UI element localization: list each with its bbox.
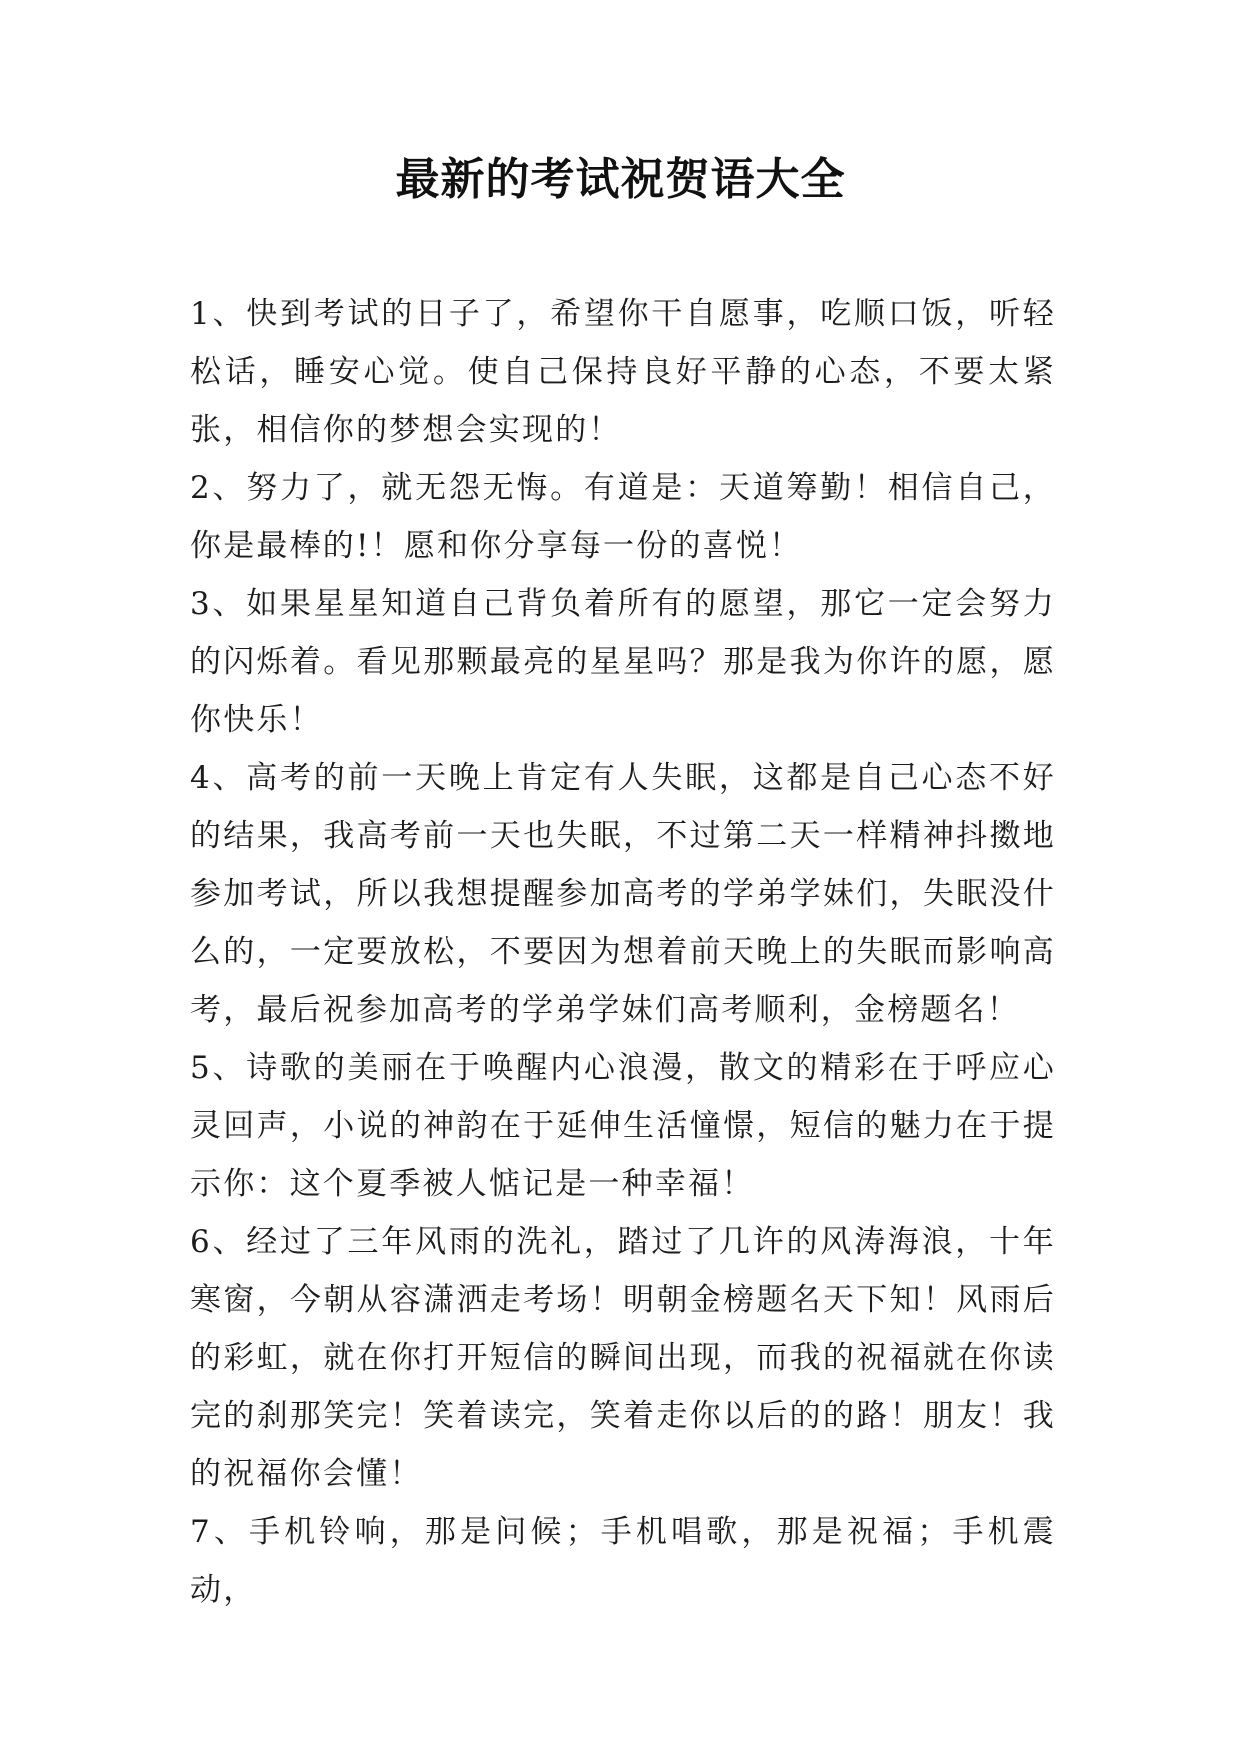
paragraph-5: 5、诗歌的美丽在于唤醒内心浪漫，散文的精彩在于呼应心灵回声，小说的神韵在于延伸生活憧憬，短信的魅力在于提示你：这个夏季被人惦记是一种幸福！ <box>190 1050 1056 1202</box>
paragraph-1: 1、快到考试的日子了，希望你干自愿事，吃顺口饭，听轻松话，睡安心觉。使自己保持良好平静的心态，不要太紧张，相信你的梦想会实现的！ <box>190 296 1056 448</box>
paragraph-4: 4、高考的前一天晚上肯定有人失眠，这都是自己心态不好的结果，我高考前一天也失眠，不过第二天一样精神抖擞地参加考试，所以我想提醒参加高考的学弟学妹们，失眠没什么的，一定要放松，不要因为想着前天晚上的失眠而影响高考，最后祝参加高考的学弟学妹们高考顺利，金榜题名！ <box>190 760 1056 1028</box>
paragraph-2: 2、努力了，就无怨无悔。有道是：天道筹勤！相信自己，你是最棒的!！愿和你分享每一份的喜悦！ <box>190 470 1056 564</box>
paragraph-7: 7、手机铃响，那是问候；手机唱歌，那是祝福；手机震动， <box>190 1514 1056 1608</box>
document-title: 最新的考试祝贺语大全 <box>395 154 846 205</box>
paragraph-3: 3、如果星星知道自己背负着所有的愿望，那它一定会努力的闪烁着。看见那颗最亮的星星吗？那是我为你许的愿，愿你快乐！ <box>190 586 1056 738</box>
document-body <box>190 285 1056 1619</box>
paragraph-6: 6、经过了三年风雨的洗礼，踏过了几许的风涛海浪，十年寒窗，今朝从容潇洒走考场！明朝金榜题名天下知！风雨后的彩虹，就在你打开短信的瞬间出现，而我的祝福就在你读完的刹那笑完！笑着读完，笑着走你以后的的路！朋友！我的祝福你会懂！ <box>190 1224 1056 1492</box>
